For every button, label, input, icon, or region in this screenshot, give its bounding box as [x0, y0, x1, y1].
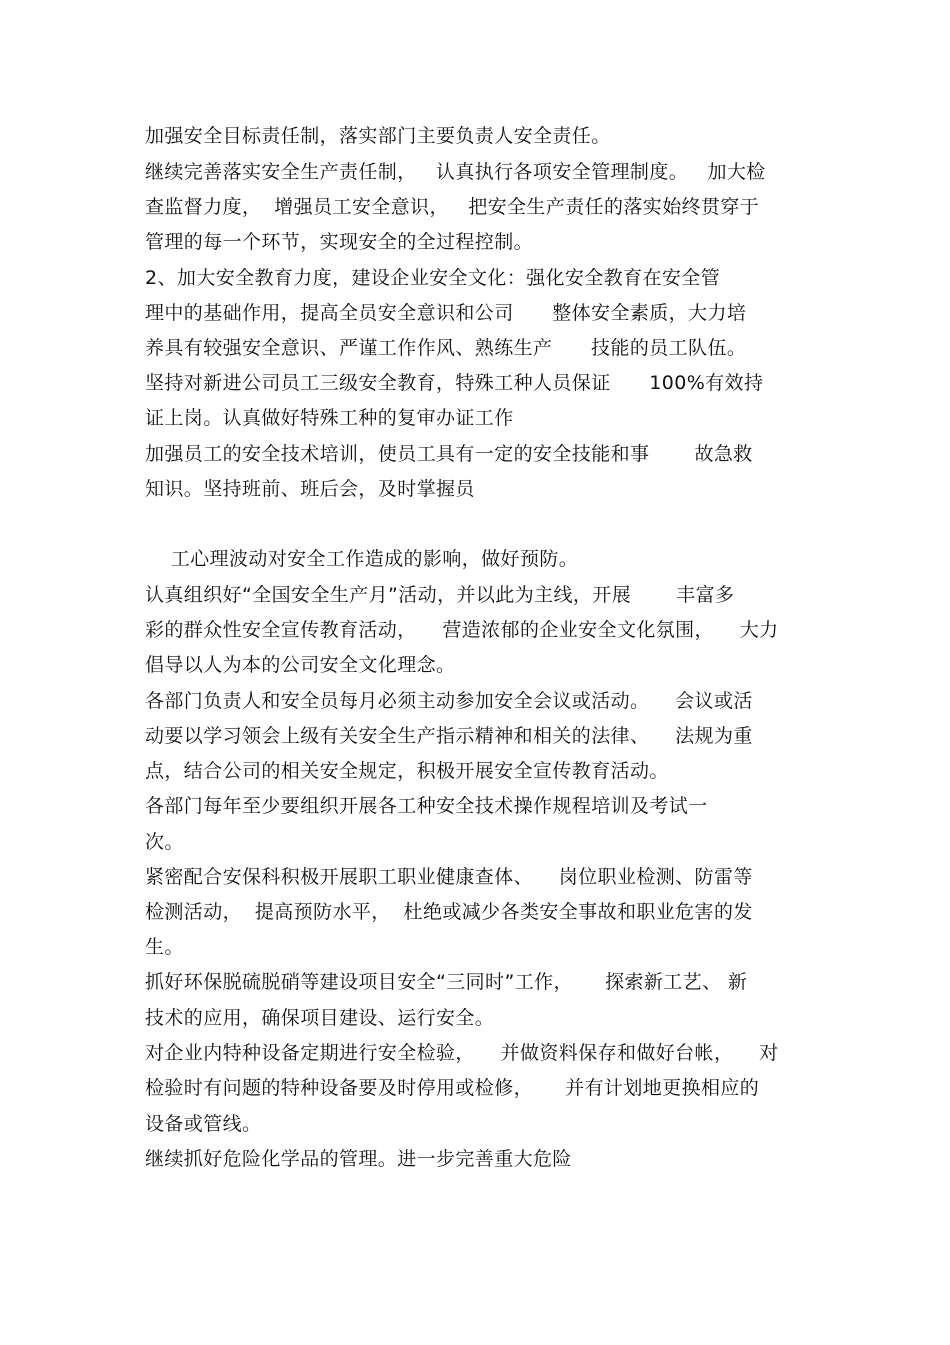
text-line: 加强安全目标责任制，落实部门主要负责人安全责任。 — [145, 125, 611, 147]
text-line: 技术的应用，确保项目建设、运行安全。 — [145, 1007, 495, 1029]
text-line: 点，结合公司的相关安全规定，积极开展安全宣传教育活动。 — [145, 760, 669, 782]
text-line: 各部门负责人和安全员每月必须主动参加安全会议或活动。 会议或活 — [145, 690, 753, 712]
text-line: 紧密配合安保科积极开展职工职业健康查体、 岗位职业检测、防雷等 — [145, 866, 753, 888]
text-line: 检验时有问题的特种设备要及时停用或检修， 并有计划地更换相应的 — [145, 1077, 760, 1099]
text-line: 2、加大安全教育力度，建设企业安全文化：强化安全教育在安全管 — [145, 267, 721, 289]
text-line: 坚持对新进公司员工三级安全教育，特殊工种人员保证 100%有效持 — [145, 372, 764, 394]
text-line: 倡导以人为本的公司安全文化理念。 — [145, 654, 456, 676]
text-line: 动要以学习领会上级有关安全生产指示精神和相关的法律、 法规为重 — [145, 725, 753, 747]
text-line: 检测活动， 提高预防水平， 杜绝或减少各类安全事故和职业危害的发 — [145, 901, 753, 923]
text-line: 生。 — [145, 936, 184, 958]
text-line: 各部门每年至少要组织开展各工种安全技术操作规程培训及考试一 — [145, 795, 708, 817]
text-line: 彩的群众性安全宣传教育活动， 营造浓郁的企业安全文化氛围， 大力 — [145, 619, 779, 641]
text-line: 加强员工的安全技术培训，使员工具有一定的安全技能和事 故急救 — [145, 443, 753, 465]
text-line: 查监督力度， 增强员工安全意识， 把安全生产责任的落实始终贯穿于 — [145, 196, 760, 218]
text-line: 抓好环保脱硫脱硝等建设项目安全“三同时”工作， 探索新工艺、 新 — [145, 971, 748, 993]
text-line: 养具有较强安全意识、严谨工作作风、熟练生产 技能的员工队伍。 — [145, 337, 747, 359]
text-line: 理中的基础作用，提高全员安全意识和公司 整体安全素质，大力培 — [145, 302, 747, 324]
text-line: 知识。坚持班前、班后会，及时掌握员 — [145, 478, 475, 500]
text-line: 证上岗。认真做好特殊工种的复审办证工作 — [145, 407, 514, 429]
text-line: 管理的每一个环节，实现安全的全过程控制。 — [145, 231, 534, 253]
text-line: 设备或管线。 — [145, 1113, 262, 1135]
text-line: 次。 — [145, 831, 184, 853]
text-line: 继续抓好危险化学品的管理。进一步完善重大危险 — [145, 1148, 572, 1170]
text-line: 认真组织好“全国安全生产月”活动，并以此为主线，开展 丰富多 — [145, 584, 735, 606]
text-line: 工心理波动对安全工作造成的影响，做好预防。 — [145, 548, 579, 570]
text-line: 对企业内特种设备定期进行安全检验， 并做资料保存和做好台帐， 对 — [145, 1042, 779, 1064]
text-line: 继续完善落实安全生产责任制， 认真执行各项安全管理制度。 加大检 — [145, 161, 766, 183]
